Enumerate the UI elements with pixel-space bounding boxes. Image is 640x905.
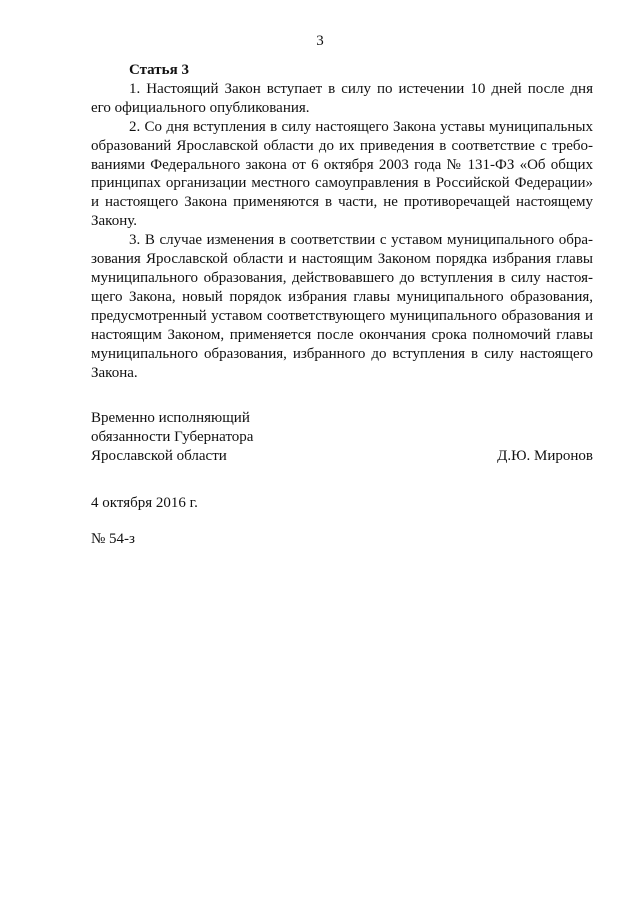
- paragraph-line: 1. Настоящий Закон вступает в силу по истечении 10 дней после дня: [129, 80, 593, 97]
- signatory-title-line: обязанности Губернатора: [91, 428, 254, 445]
- page-number: 3: [316, 33, 324, 49]
- law-number: № 54-з: [91, 531, 135, 547]
- paragraph-line: зования Ярославской области и настоящим Законом порядка избрания главы: [91, 251, 593, 268]
- paragraph-line: настоящим Законом, применяется после окончания срока полномочий главы: [91, 326, 593, 343]
- paragraph-line: его официального опубликования.: [91, 99, 310, 116]
- paragraph-3: [91, 231, 593, 382]
- paragraph-line: щего Закона, новый порядок избрания главы муниципального образования,: [91, 288, 593, 305]
- paragraph-1: [91, 80, 593, 118]
- article-heading: Статья 3: [129, 62, 189, 78]
- paragraph-line: муниципального образования, избранного до вступления в силу настоящего: [91, 345, 593, 362]
- paragraph-line: 2. Со дня вступления в силу настоящего Закона уставы муниципальных: [129, 118, 593, 135]
- paragraph-line: 3. В случае изменения в соответствии с уставом муниципального обра-: [129, 232, 593, 249]
- paragraph-line: ваниями Федерального закона от 6 октября 2003 года № 131-ФЗ «Об общих: [91, 156, 593, 173]
- paragraph-line: Закона.: [91, 364, 138, 381]
- signature-block: [91, 409, 593, 466]
- signing-date: 4 октября 2016 г.: [91, 495, 198, 511]
- paragraph-2: [91, 118, 593, 231]
- signatory-name: Д.Ю. Миронов: [497, 447, 593, 464]
- signatory-title-line: Временно исполняющий: [91, 410, 250, 426]
- paragraph-line: образований Ярославской области до их приведения в соответствие с требо-: [91, 137, 593, 154]
- paragraph-line: и настоящего Закона применяются в части, не противоречащей настоящему: [91, 194, 593, 211]
- paragraph-line: Закону.: [91, 213, 137, 230]
- signatory-title-line: Ярославской области: [91, 447, 227, 464]
- article-3: [91, 61, 593, 382]
- paragraph-line: принципах организации местного самоуправления в Российской Федерации»: [91, 175, 593, 192]
- paragraph-line: предусмотренный уставом соответствующего муниципального образования и: [91, 307, 593, 324]
- paragraph-line: муниципального образования, действовавшего до вступления в силу настоя-: [91, 269, 593, 286]
